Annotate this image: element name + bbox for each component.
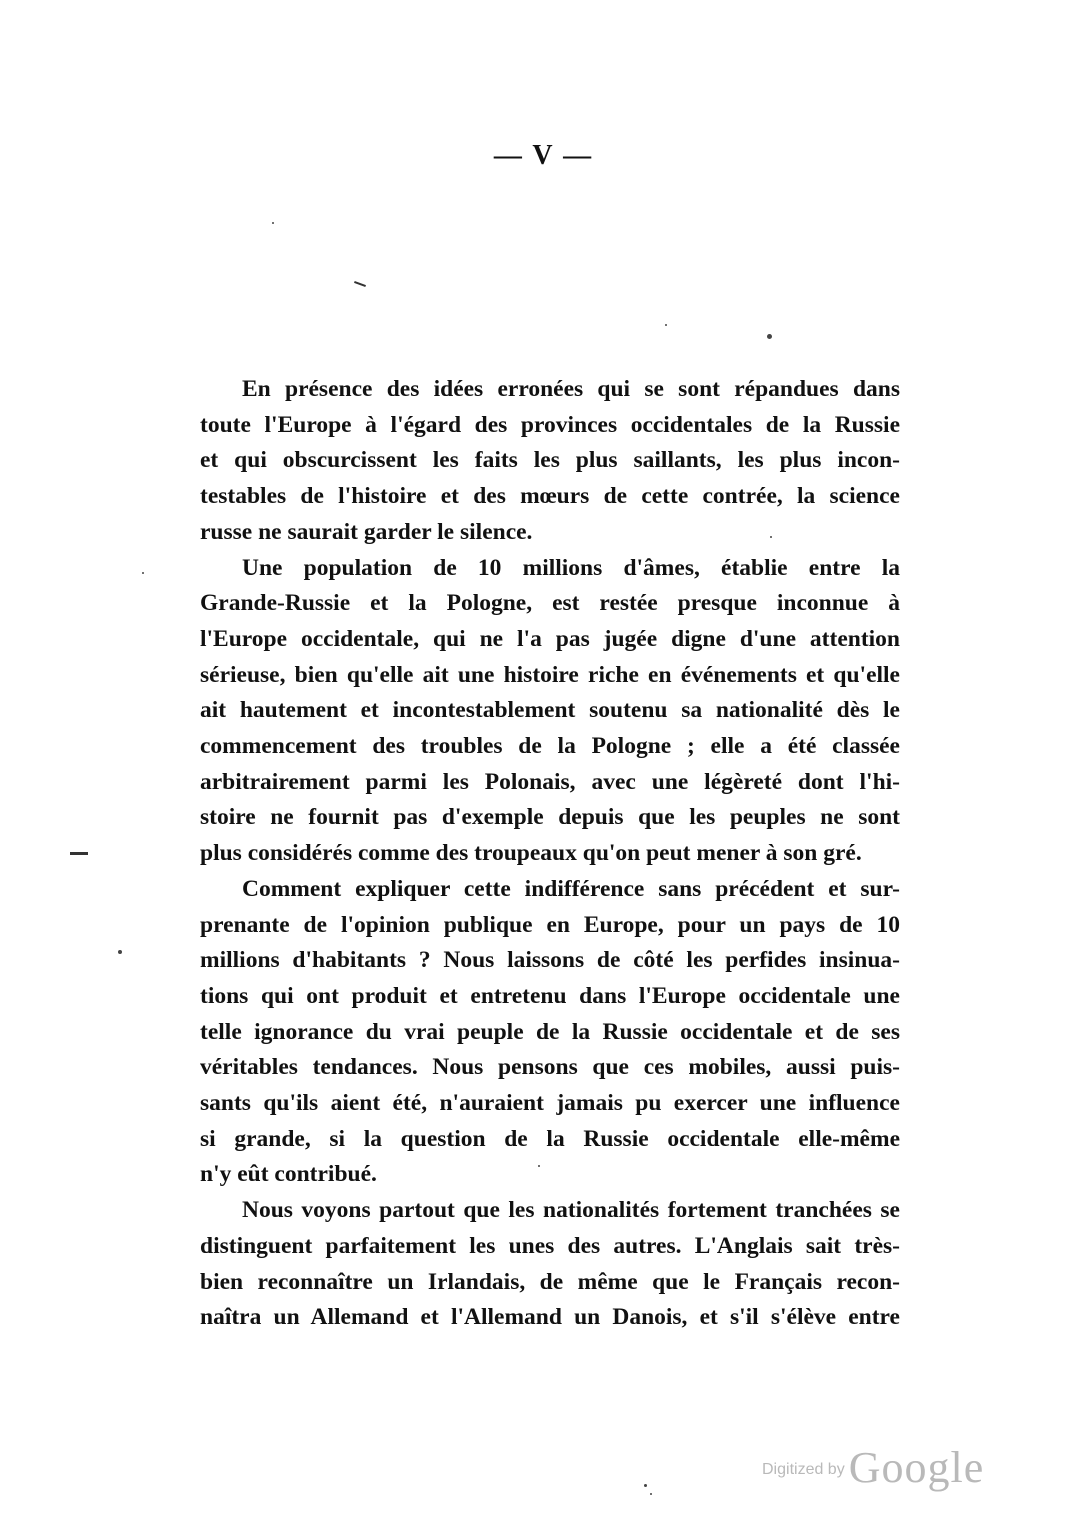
text-line: n'y eût contribué. [200,1161,377,1188]
scan-speck [665,324,667,326]
watermark-prefix: Digitized by [762,1461,845,1478]
text-line: stoire ne fournit pas d'exemple depuis que les peuples ne sont [200,804,900,831]
text-line: prenante de l'opinion publique en Europe, pour un pays de 10 [200,911,900,938]
text-line: tions qui ont produit et entretenu dans l'Europe occidentale une [200,982,900,1009]
text-line: ait hautement et incontestablement soutenu sa nationalité dès le [200,697,900,724]
text-line: distinguent parfaitement les unes des autres. L'Anglais sait très- [200,1232,900,1259]
text-line: Une population de 10 millions d'âmes, établie entre la [242,554,900,581]
scan-speck [538,1165,540,1167]
text-line: testables de l'histoire et des mœurs de cette contrée, la science [200,483,900,510]
scan-speck [142,572,144,574]
text-line: naîtra un Allemand et l'Allemand un Danois, et s'il s'élève entre [200,1304,900,1331]
scan-speck [767,334,772,339]
text-line: arbitrairement parmi les Polonais, avec une légèreté dont l'hi- [200,768,900,795]
scan-mark [70,852,88,855]
text-line: Grande-Russie et la Pologne, est restée presque inconnue à [200,590,900,617]
digitized-watermark [762,1442,984,1493]
text-line: En présence des idées erronées qui se sont répandues dans [242,376,900,402]
scan-speck [118,950,122,954]
google-logo: Google [848,1443,985,1492]
text-line: russe ne saurait garder le silence. [200,518,533,545]
scan-mark [354,281,366,287]
scan-speck [644,1484,647,1487]
text-line: plus considérés comme des troupeaux qu'on peut mener à son gré. [200,840,862,867]
text-line: Comment expliquer cette indifférence sans précédent et sur- [242,875,900,902]
text-line: bien reconnaître un Irlandais, de même que le Français recon- [200,1268,900,1295]
text-line: toute l'Europe à l'égard des provinces occidentales de la Russie [200,411,900,438]
scan-speck [770,536,772,538]
body-text [200,372,900,1336]
text-line: Nous voyons partout que les nationalités fortement tranchées se [242,1197,900,1224]
text-line: l'Europe occidentale, qui ne l'a pas jugée digne d'une attention [200,625,900,652]
text-line: millions d'habitants ? Nous laissons de côté les perfides insinua- [200,947,900,974]
text-line: commencement des troubles de la Pologne ; elle a été classée [200,733,900,760]
page-number: — V — [493,140,594,171]
text-line: sérieuse, bien qu'elle ait une histoire riche en événements et qu'elle [200,661,900,688]
text-line: véritables tendances. Nous pensons que ces mobiles, aussi puis- [200,1054,900,1081]
text-line: telle ignorance du vrai peuple de la Russie occidentale et de ses [200,1018,900,1045]
text-line: si grande, si la question de la Russie occidentale elle-même [200,1125,900,1152]
text-line: et qui obscurcissent les faits les plus saillants, les plus incon- [200,447,900,474]
scan-speck [650,1493,652,1495]
scan-speck [272,222,274,224]
text-line: sants qu'ils aient été, n'auraient jamais pu exercer une influence [200,1090,900,1117]
